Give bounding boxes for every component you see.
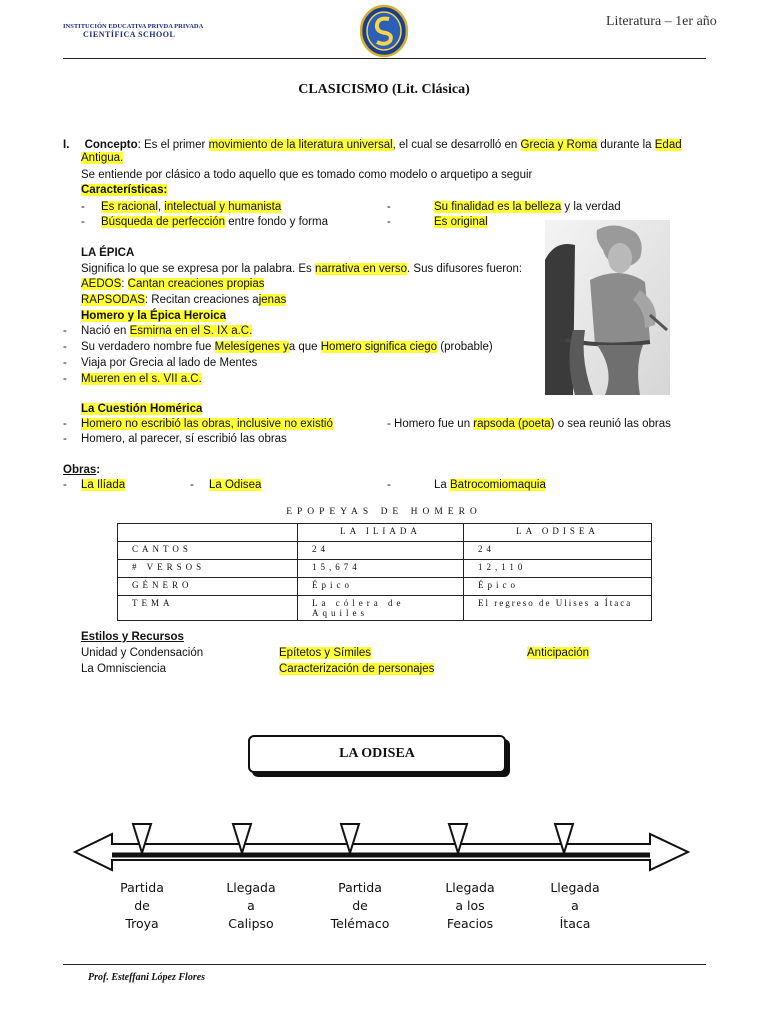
obra-dash [190, 478, 194, 492]
dash: - [387, 201, 391, 213]
homero-bullet-text: Viaja por Grecia al lado de Mentes [81, 357, 258, 369]
concepto-line [63, 138, 682, 152]
rapsodas-line [81, 293, 286, 307]
text: Nació en [81, 325, 130, 337]
cuestion-bullet-text: Homero, al parecer, sí escribió las obras [81, 433, 287, 445]
hl: intelectual y humanista [164, 201, 282, 213]
table-header-iliada: LA ILIADA [298, 524, 464, 542]
caracteristicas-title [81, 183, 167, 197]
text: La [434, 479, 450, 491]
table-corner [118, 524, 298, 542]
epica-title: LA ÉPICA [81, 247, 135, 259]
school-logo [360, 5, 408, 57]
row-label: GÉNERO [118, 578, 298, 596]
obra-iliada [81, 478, 125, 492]
homero-bullet [63, 356, 67, 370]
dash: - [81, 201, 85, 213]
footer-rule [63, 964, 706, 965]
hl: Anticipación [527, 647, 590, 659]
cuestion-right [387, 417, 671, 431]
hl: Mueren en el s. VII a.C. [81, 373, 202, 385]
caracteristica-text [101, 215, 328, 229]
text: (probable) [437, 341, 493, 353]
obra-odisea [209, 478, 261, 492]
text: Significa lo que se expresa por la palabra. Es [81, 263, 315, 275]
timeline-label: Llegada a Ítaca [550, 880, 600, 931]
hl: La Cuestión Homérica [81, 403, 203, 415]
table-header-row [118, 524, 652, 542]
obra-batrocomiomaquia [434, 478, 546, 492]
dash: - [63, 357, 67, 369]
homero-bullet-text [81, 340, 493, 354]
concepto-text: : Es el primer [137, 139, 209, 151]
dash: - [63, 479, 67, 491]
caracteristica-item [81, 215, 85, 229]
dash: - [387, 479, 391, 491]
odisea-box [248, 735, 506, 773]
cuestion-title [81, 402, 202, 416]
text: y la verdad [561, 201, 621, 213]
text: ) o sea reunió las obras [550, 418, 671, 430]
cell-odisea: 24 [464, 542, 652, 560]
epopeyas-title: EPOPEYAS DE HOMERO [286, 507, 482, 517]
hl: Homero significa ciego [320, 341, 438, 353]
obra-dash [63, 478, 67, 492]
caracteristica-item [387, 200, 391, 214]
text: Su verdadero nombre fue [81, 341, 215, 353]
caracteristicas-title-text: Características: [81, 184, 168, 196]
text: - Homero fue un [387, 418, 474, 430]
hl: Es racional [101, 201, 158, 213]
cell-odisea: Épico [464, 578, 652, 596]
hl: La Odisea [209, 479, 262, 491]
epica-definition [81, 262, 522, 276]
concepto-highlight: Antigua. [81, 152, 124, 164]
hl: Su finalidad es la belleza [434, 201, 562, 213]
homero-bullet-text [81, 372, 202, 386]
estilo-item [527, 646, 589, 660]
hl: RAPSODAS [81, 294, 145, 306]
concepto-highlight: Grecia y Roma [520, 139, 598, 151]
table-row [118, 578, 652, 596]
cell-odisea: 12,110 [464, 560, 652, 578]
row-label: # VERSOS [118, 560, 298, 578]
dash: - [63, 433, 67, 445]
hl: Batrocomiomaquia [450, 479, 546, 491]
dash: - [387, 216, 391, 228]
table-row [118, 596, 652, 621]
obra-dash [387, 478, 391, 492]
dash: - [63, 418, 67, 430]
obras-title-text: Obras [63, 464, 97, 476]
course-label: Literatura – 1er año [606, 14, 717, 29]
hl: AEDOS [81, 278, 122, 290]
obras-title [63, 463, 100, 477]
hl: La Ilíada [81, 479, 126, 491]
dash: - [63, 341, 67, 353]
concepto-highlight: Edad [654, 139, 682, 151]
estilos-title: Estilos y Recursos [81, 631, 184, 643]
warrior-image [545, 220, 670, 395]
dash: - [190, 479, 194, 491]
table-row [118, 560, 652, 578]
row-label: CANTOS [118, 542, 298, 560]
caracteristica-text [434, 215, 488, 229]
text: a que [288, 341, 321, 353]
text: . Sus difusores fueron: [407, 263, 523, 275]
timeline-label: Partida de Troya [120, 880, 164, 931]
concepto-line-2 [81, 151, 123, 165]
timeline-label: Llegada a Calipso [226, 880, 276, 931]
cuestion-bullet [63, 432, 67, 446]
timeline-label: Llegada a los Feacios [445, 880, 495, 931]
hl: Esmirna en el S. IX a.C. [129, 325, 253, 337]
school-line2: CIENTÍFICA SCHOOL [83, 30, 176, 39]
estilo-item: Unidad y Condensación [81, 647, 204, 659]
cuestion-bullet-text [81, 417, 333, 431]
cell-iliada: 24 [298, 542, 464, 560]
homero-bullet [63, 324, 67, 338]
text: : [121, 278, 128, 290]
homero-bullet-text [81, 324, 252, 338]
hl: Cantan creaciones propias [127, 278, 265, 290]
homero-title [81, 309, 226, 323]
hl: Homero y la Épica Heroica [81, 310, 227, 322]
caracteristica-item [387, 215, 391, 229]
cell-iliada: La cólera de Aquiles [298, 596, 464, 621]
text: , [157, 201, 165, 213]
homero-bullet [63, 340, 67, 354]
homero-bullet [63, 372, 67, 386]
section-numeral: I. [63, 139, 70, 151]
hl: Epítetos y Símiles [279, 647, 372, 659]
colon: : [96, 464, 101, 476]
concepto-highlight: movimiento de la literatura universal [208, 139, 393, 151]
caracteristica-text [101, 200, 281, 214]
concepto-label: Concepto [84, 139, 138, 151]
header-rule [63, 58, 706, 59]
concepto-definition: Se entiende por clásico a todo aquello que es tomado como modelo o arquetipo a seguir [81, 169, 533, 181]
aedos-line [81, 277, 264, 291]
cell-iliada: Épico [298, 578, 464, 596]
dash: - [81, 216, 85, 228]
dash: - [63, 373, 67, 385]
timeline-label: Partida de Telémaco [330, 880, 390, 931]
page-title: CLASICISMO (Lit. Clásica) [298, 82, 470, 97]
school-name [63, 23, 203, 39]
hl: Homero no escribió las obras, inclusive no existió [81, 418, 333, 430]
footer-author: Prof. Esteffani López Flores [88, 972, 206, 983]
timeline-arrow [72, 820, 692, 880]
text: : Recitan creaciones a [144, 294, 259, 306]
odisea-box-title: LA ODISEA [339, 746, 415, 761]
estilo-item: La Omnisciencia [81, 663, 167, 675]
caracteristica-text [434, 200, 621, 214]
epopeyas-table [117, 523, 652, 621]
dash: - [63, 325, 67, 337]
hl: Caracterización de personajes [279, 663, 435, 675]
cuestion-bullet [63, 417, 67, 431]
school-line1: INSTITUCIÓN EDUCATIVA PRIVDA PRIVADA [63, 23, 204, 30]
hl: Búsqueda de perfección [101, 216, 226, 228]
hl: jenas [258, 294, 287, 306]
table-header-odisea: LA ODISEA [464, 524, 652, 542]
concepto-text: durante la [597, 139, 655, 151]
hl: narrativa en verso [314, 263, 408, 275]
hl: rapsoda (poeta [473, 418, 551, 430]
caracteristica-item [81, 200, 85, 214]
cell-iliada: 15,674 [298, 560, 464, 578]
table-row [118, 542, 652, 560]
text: entre fondo y forma [225, 216, 328, 228]
estilo-item [279, 662, 434, 676]
concepto-text: , el cual se desarrolló en [392, 139, 521, 151]
hl: Es original [434, 216, 488, 228]
hl: Melesígenes y [214, 341, 289, 353]
row-label: TEMA [118, 596, 298, 621]
cell-odisea: El regreso de Ulises a Ítaca [464, 596, 652, 621]
estilo-item [279, 646, 371, 660]
